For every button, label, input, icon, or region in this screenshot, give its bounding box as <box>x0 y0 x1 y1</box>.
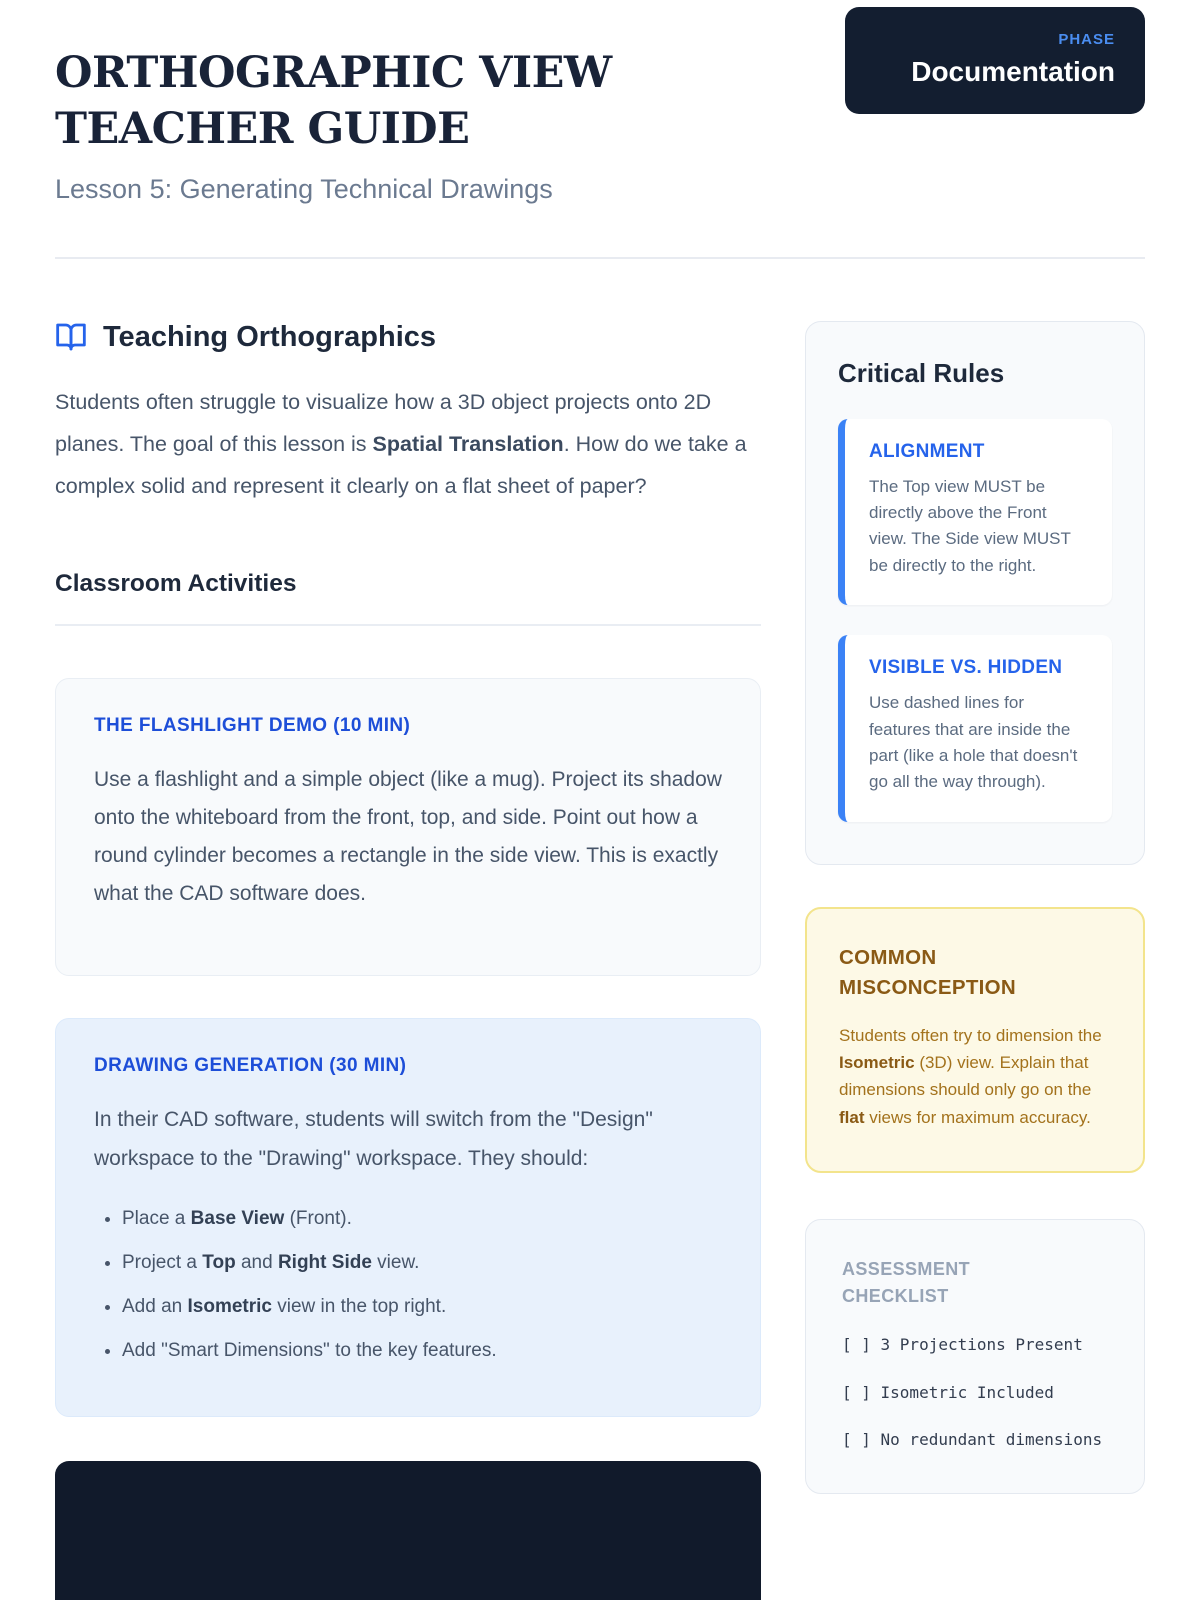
activity-bullet-list <box>94 1206 722 1365</box>
rule-body: Use dashed lines for features that are inside the part (like a hole that doesn't go all the way through). <box>869 693 1078 792</box>
activity-bullet: • Add an Isometric view in the top right. <box>122 1294 722 1321</box>
rule-alignment <box>838 419 1112 605</box>
critical-rules-title: Critical Rules <box>838 357 1005 388</box>
rule-title: ALIGNMENT <box>869 440 985 462</box>
checklist-item: [ ] No redundant dimensions <box>842 1430 1103 1450</box>
page-subtitle: Lesson 5: Generating Technical Drawings <box>55 173 553 204</box>
intro-paragraph: Students often struggle to visualize how a 3D object projects onto 2D planes. The goal of this lesson is Spatial Translation. How do we take a complex solid and represent it clearly on a flat sheet of paper? <box>55 389 747 498</box>
activity-bullet: • Place a Base View (Front). <box>122 1206 722 1233</box>
dark-card-truncated <box>55 1461 761 1600</box>
main-column <box>55 321 761 1600</box>
page-header <box>55 0 1145 205</box>
common-misconception-card <box>805 907 1145 1173</box>
activity-title: THE FLASHLIGHT DEMO (10 MIN) <box>94 714 411 736</box>
checklist-item: [ ] Isometric Included <box>842 1382 1054 1402</box>
checklist-item: [ ] 3 Projections Present <box>842 1334 1083 1354</box>
book-open-icon <box>55 321 87 353</box>
phase-badge-label: PHASE <box>1058 31 1115 48</box>
section-title: Teaching Orthographics <box>103 320 437 353</box>
rule-body: The Top view MUST be directly above the Front view. The Side view MUST be directly to the right. <box>869 476 1071 575</box>
misconception-body: Students often try to dimension the Isometric (3D) view. Explain that dimensions should only go on the flat views for maximum accuracy. <box>839 1026 1102 1127</box>
assessment-checklist-card <box>805 1219 1145 1494</box>
checklist-title: ASSESSMENT CHECKLIST <box>842 1258 971 1306</box>
activity-bullet: • Project a Top and Right Side view. <box>122 1250 722 1277</box>
content <box>55 321 1145 1600</box>
critical-rules-card <box>805 321 1145 865</box>
activity-card-drawing-generation <box>55 1018 761 1416</box>
page-title: ORTHOGRAPHIC VIEW TEACHER GUIDE <box>55 48 612 154</box>
activity-title: DRAWING GENERATION (30 MIN) <box>94 1055 407 1077</box>
activity-bullet: • Add "Smart Dimensions" to the key features. <box>122 1338 722 1365</box>
header-divider <box>55 257 1145 259</box>
misconception-title: COMMON MISCONCEPTION <box>839 945 1017 1000</box>
activity-body: In their CAD software, students will switch from the "Design" workspace to the "Drawing" workspace. They should: <box>94 1108 653 1170</box>
section-heading <box>55 321 761 354</box>
phase-badge <box>845 7 1145 114</box>
phase-badge-value: Documentation <box>911 56 1115 87</box>
activity-body: Use a flashlight and a simple object (like a mug). Project its shadow onto the whiteboard from the front, top, and side. Point out how a round cylinder becomes a rectangle in the side view. This is exactly what the CAD software does. <box>94 767 722 906</box>
activity-card-flashlight-demo <box>55 678 761 977</box>
activities-heading: Classroom Activities <box>55 570 761 626</box>
rule-visible-vs-hidden <box>838 635 1112 821</box>
rule-title: VISIBLE VS. HIDDEN <box>869 657 1063 679</box>
sidebar <box>805 321 1145 1494</box>
